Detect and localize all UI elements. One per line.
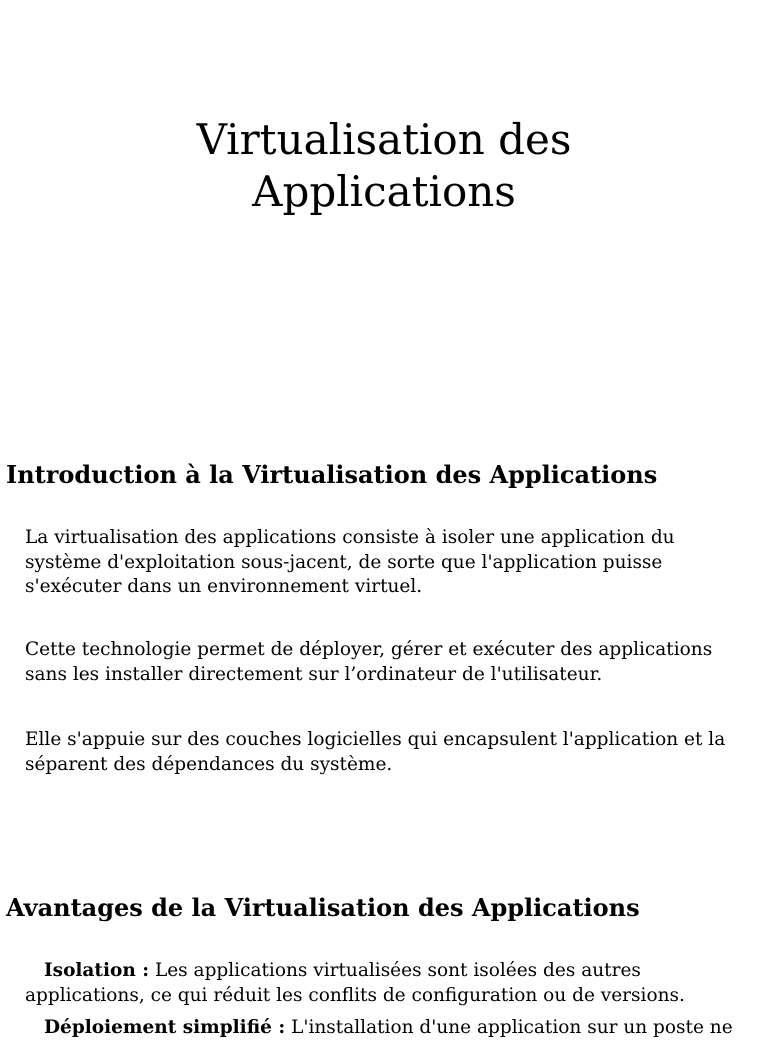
document-title [0,114,768,218]
advantages-heading: Avantages de la Virtualisation des Applications [6,893,640,922]
advantage-label: Isolation : [44,960,150,981]
intro-paragraph-3: Elle s'appuie sur des couches logicielles qui encapsulent l'application et la sépare​nt des dépendances du système. [25,729,726,775]
advantage-text: L'installation d'une application sur un poste ne [285,1017,733,1038]
advantage-text: Les applications virtualisées sont isolées des autres applications, ce qui réduit les conflits de configuration ou de versions. [25,960,685,1006]
title-line-2: Applications [252,167,516,216]
intro-heading: Introduction à la Virtualisation des Applications [6,460,658,489]
intro-paragraph-2: Cette technologie permet de déployer, gérer et exécuter des applications sans les installer directement sur l’ordinateur de l'utilisateur. [25,639,713,685]
advantage-item-isolation [25,959,745,1008]
advantage-label: Déploiement simplifié : [44,1017,286,1038]
intro-paragraph-1: La virtualisation des applications consiste à isoler une application du système d'exploitation sous-jacent, de sorte que l'application puisse s'exécuter dans un environnement virtuel. [25,527,675,597]
advantage-item-deployment [25,1016,745,1041]
title-line-1: Virtualisation des [196,115,572,164]
